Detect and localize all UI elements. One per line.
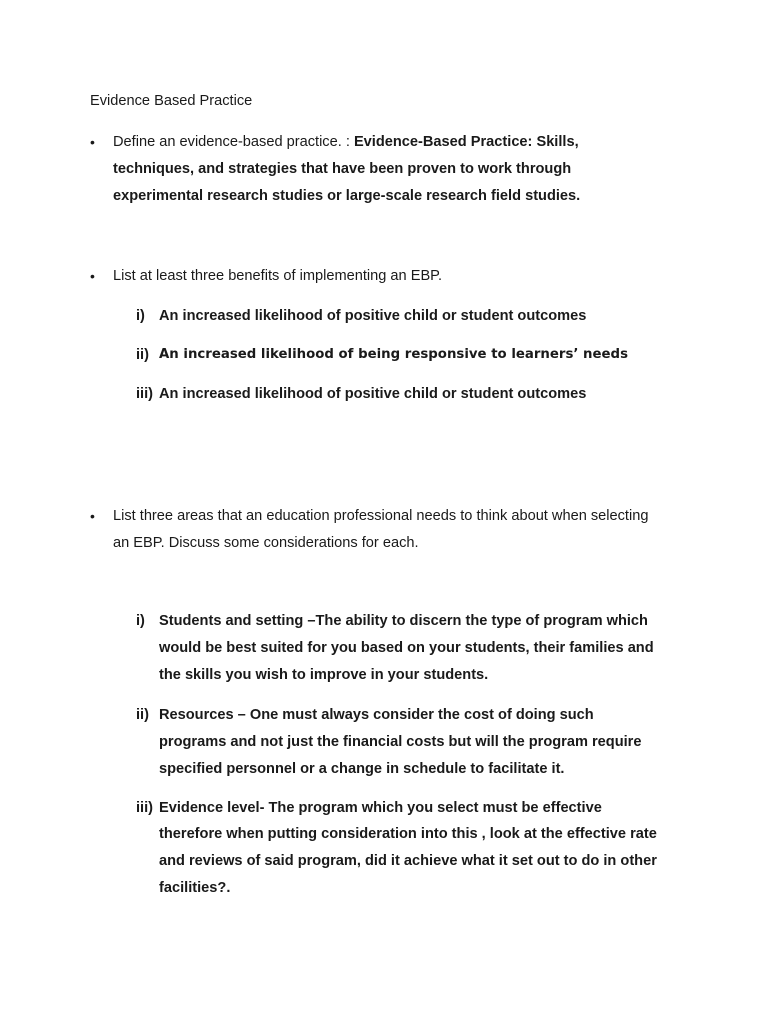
list-label: iii)	[136, 800, 154, 816]
q2-item: An increased likelihood of positive child or student outcomes	[159, 308, 587, 324]
q3-prompt-line: List three areas that an education professional needs to think about when selecting	[113, 508, 649, 524]
document-title: Evidence Based Practice	[90, 93, 253, 109]
q3-prompt-line: an EBP. Discuss some considerations for each.	[113, 535, 419, 551]
list-label: i)	[136, 308, 145, 324]
q2-item: An increased likelihood of being responsive to learners’ needs	[159, 347, 628, 362]
q3-item-line: would be best suited for you based on your students, their families and	[159, 640, 654, 656]
list-label: ii)	[136, 347, 149, 363]
list-label: iii)	[136, 386, 154, 402]
q1-answer: Evidence-Based Practice: Skills,	[353, 134, 579, 150]
q3-item-line: the skills you wish to improve in your students.	[159, 667, 489, 683]
q3-item-line: facilities?.	[159, 880, 231, 896]
bullet-icon: •	[90, 134, 95, 150]
list-label: i)	[136, 613, 145, 629]
q3-item-line: Resources – One must always consider the cost of doing such	[159, 707, 594, 723]
q1-answer-line: techniques, and strategies that have been proven to work through	[113, 161, 572, 177]
q3-item-line: Evidence level- The program which you select must be effective	[159, 800, 602, 816]
bullet-icon: •	[90, 268, 95, 284]
q2-prompt: List at least three benefits of implementing an EBP.	[113, 268, 443, 284]
q3-item-line: specified personnel or a change in schedule to facilitate it.	[159, 761, 565, 777]
q3-item-line: programs and not just the financial costs but will the program require	[159, 734, 642, 750]
q2-item: An increased likelihood of positive child or student outcomes	[159, 386, 587, 402]
q3-item-line: and reviews of said program, did it achieve what it set out to do in other	[159, 853, 657, 869]
q1-line-1	[113, 133, 579, 151]
bullet-icon: •	[90, 508, 95, 524]
q1-prompt: Define an evidence-based practice. :	[113, 134, 354, 150]
list-label: ii)	[136, 707, 149, 723]
q3-item-line: therefore when putting consideration into this , look at the effective rate	[159, 826, 657, 842]
q1-answer-line: experimental research studies or large-scale research field studies.	[113, 188, 581, 204]
q3-item-line: Students and setting –The ability to discern the type of program which	[159, 613, 648, 629]
